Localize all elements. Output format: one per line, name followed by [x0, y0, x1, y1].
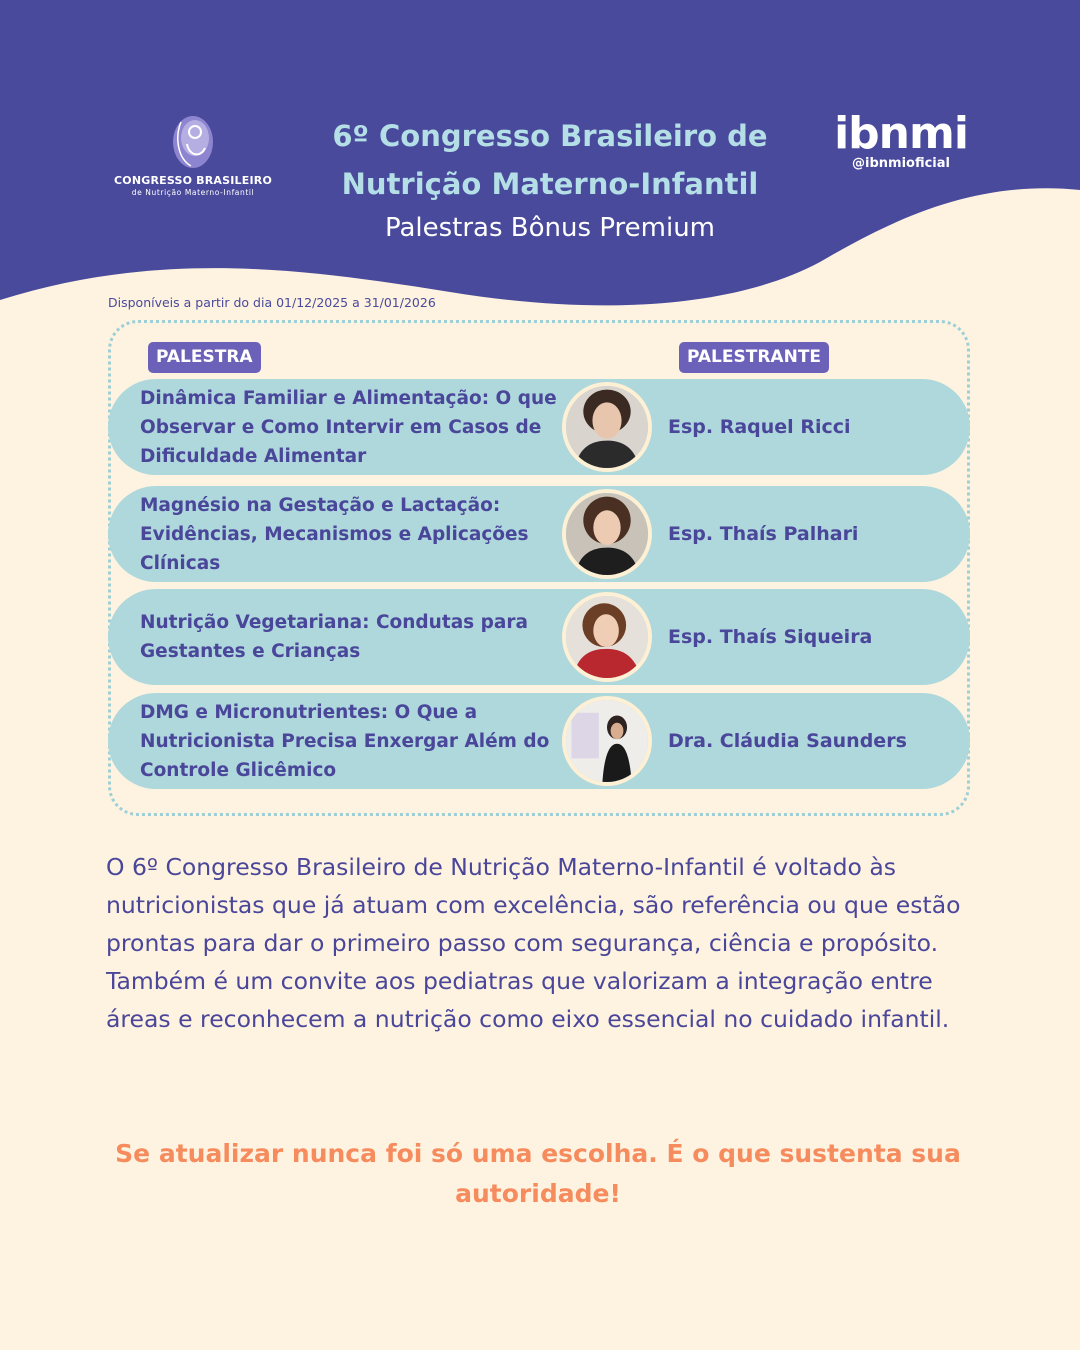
talk-title: Magnésio na Gestação e Lactação: Evidências, Mecanismos e Aplicações Clínicas	[140, 494, 529, 574]
speaker-photo	[562, 489, 652, 579]
talk-title: DMG e Micronutrientes: O Que a Nutricionista Precisa Enxergar Além do Controle Glicêmico	[140, 701, 550, 781]
description-paragraph: O 6º Congresso Brasileiro de Nutrição Materno-Infantil é voltado às nutricionistas que já atuam com excelência, são referência ou que estão prontas para dar o primeiro passo com segurança, ciência e propósito.	[106, 853, 961, 957]
talk-row	[108, 379, 970, 475]
talk-row	[108, 589, 970, 685]
title-line2: Nutrição Materno-Infantil	[341, 167, 759, 201]
speaker-name: Esp. Thaís Palhari	[668, 523, 859, 545]
event-description	[106, 848, 986, 1038]
brand-name: ibnmi	[834, 108, 968, 159]
availability-dates: Disponíveis a partir do dia 01/12/2025 a 31/01/2026	[108, 295, 436, 310]
page-title	[300, 112, 800, 243]
ibnmi-logo	[830, 108, 972, 171]
speaker-photo	[562, 696, 652, 786]
talk-title: Nutrição Vegetariana: Condutas para Gestantes e Crianças	[140, 612, 528, 662]
congress-logo-line1: CONGRESSO BRASILEIRO	[114, 174, 272, 187]
speaker-photo	[562, 382, 652, 472]
speaker-name: Esp. Raquel Ricci	[668, 416, 851, 438]
mother-baby-icon	[167, 112, 219, 170]
page-subtitle: Palestras Bônus Premium	[384, 213, 716, 243]
description-paragraph: Também é um convite aos pediatras que valorizam a integração entre áreas e reconhecem a nutrição como eixo essencial no cuidado infantil.	[106, 967, 950, 1033]
social-handle: @ibnmioficial	[852, 156, 950, 171]
talk-title: Dinâmica Familiar e Alimentação: O que Observar e Como Intervir em Casos de Dificuldade Alimentar	[140, 387, 557, 467]
title-line1: 6º Congresso Brasileiro de	[332, 119, 768, 153]
speaker-name: Esp. Thaís Siqueira	[668, 626, 873, 648]
slogan: Se atualizar nunca foi só uma escolha. É o que sustenta sua autoridade!	[115, 1139, 961, 1208]
speaker-photo	[562, 592, 652, 682]
congress-logo-line2: de Nutrição Materno-Infantil	[131, 188, 255, 197]
talk-row	[108, 693, 970, 789]
speaker-name: Dra. Cláudia Saunders	[668, 730, 907, 752]
column-header-speaker: PALESTRANTE	[679, 342, 829, 373]
talk-row	[108, 486, 970, 582]
column-header-talk: PALESTRA	[148, 342, 261, 373]
congress-logo	[108, 112, 278, 197]
